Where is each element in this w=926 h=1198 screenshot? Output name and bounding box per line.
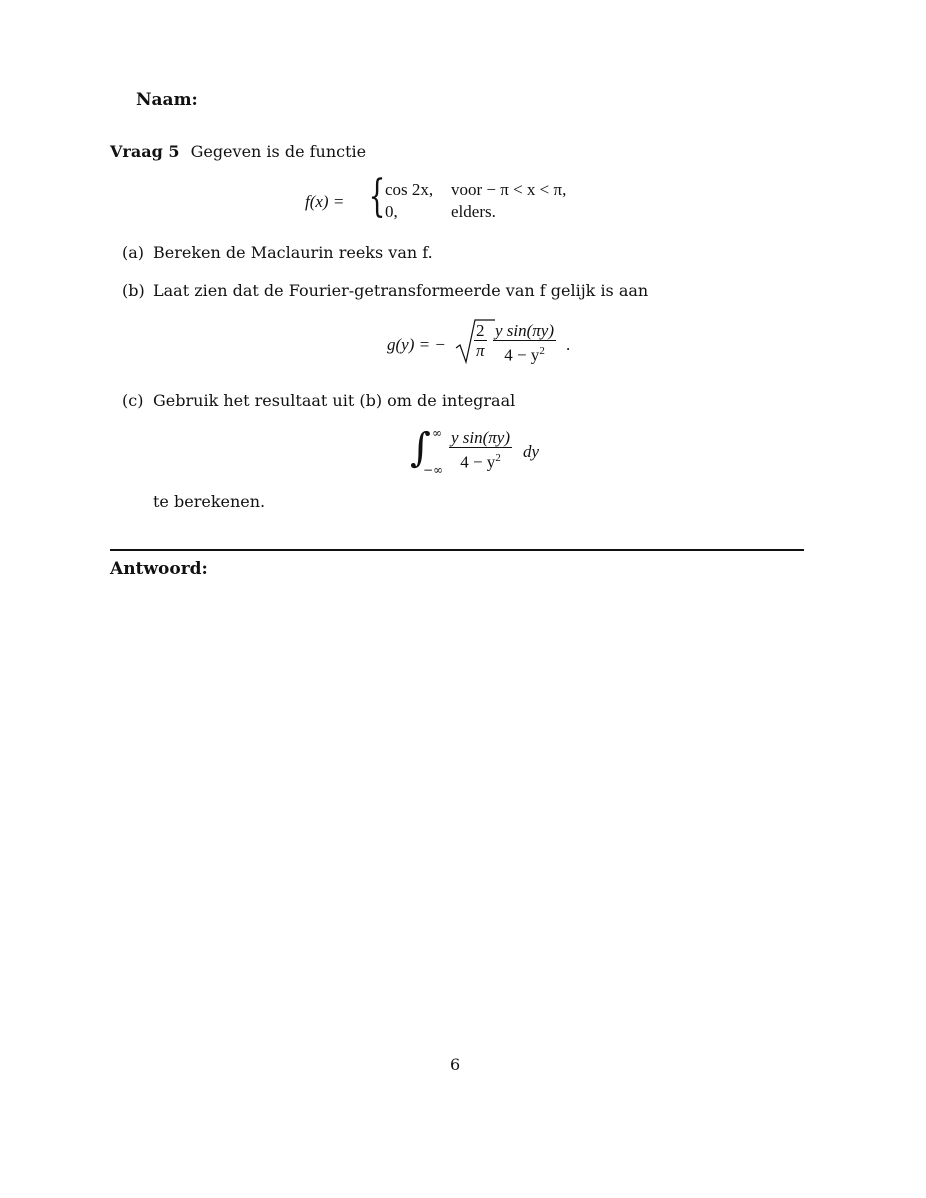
integral-fraction: $\frac{\text{y sin(πy)}}{4 - y^2}$	[451, 428, 511, 472]
name-label: Naam:	[136, 90, 198, 110]
horizontal-rule	[110, 549, 804, 551]
question-label: Vraag 5	[110, 142, 180, 161]
part-b-marker: (b)	[122, 281, 145, 300]
case2-cond: elders.	[451, 202, 496, 221]
integral-dy: dy	[523, 442, 540, 461]
g-lhs: g(y) = −	[387, 335, 446, 354]
left-brace: {	[368, 171, 386, 222]
part-a-text: Bereken de Maclaurin reeks van f.	[153, 243, 433, 262]
integral-upper: ∞	[432, 426, 442, 440]
closing-text: te berekenen.	[153, 492, 266, 511]
case1-cond: voor − π < x < π,	[451, 180, 567, 199]
part-c-marker: (c)	[122, 391, 144, 410]
integral-lower: −∞	[423, 463, 444, 477]
sqrt-fraction: $\frac{2}{\pi}$	[476, 321, 485, 360]
part-a-marker: (a)	[122, 243, 145, 262]
answer-label: Antwoord:	[110, 559, 208, 579]
function-lhs: f(x) =	[305, 192, 345, 211]
question-intro: Gegeven is de functie	[190, 142, 367, 161]
case2-expr: 0,	[385, 202, 398, 221]
page-number: 6	[450, 1055, 461, 1074]
case1-expr: cos 2x,	[385, 180, 434, 199]
part-b-text: Laat zien dat de Fourier-getransformeerde van f gelijk is aan	[153, 281, 649, 300]
integral-sign: ∫	[410, 425, 431, 471]
g-fraction: $\frac{\text{y sin(πy)}}{4 - y^2}$	[495, 321, 555, 365]
g-period: .	[566, 335, 571, 354]
part-c-text: Gebruik het resultaat uit (b) om de integraal	[153, 391, 516, 410]
question-header	[110, 142, 366, 161]
